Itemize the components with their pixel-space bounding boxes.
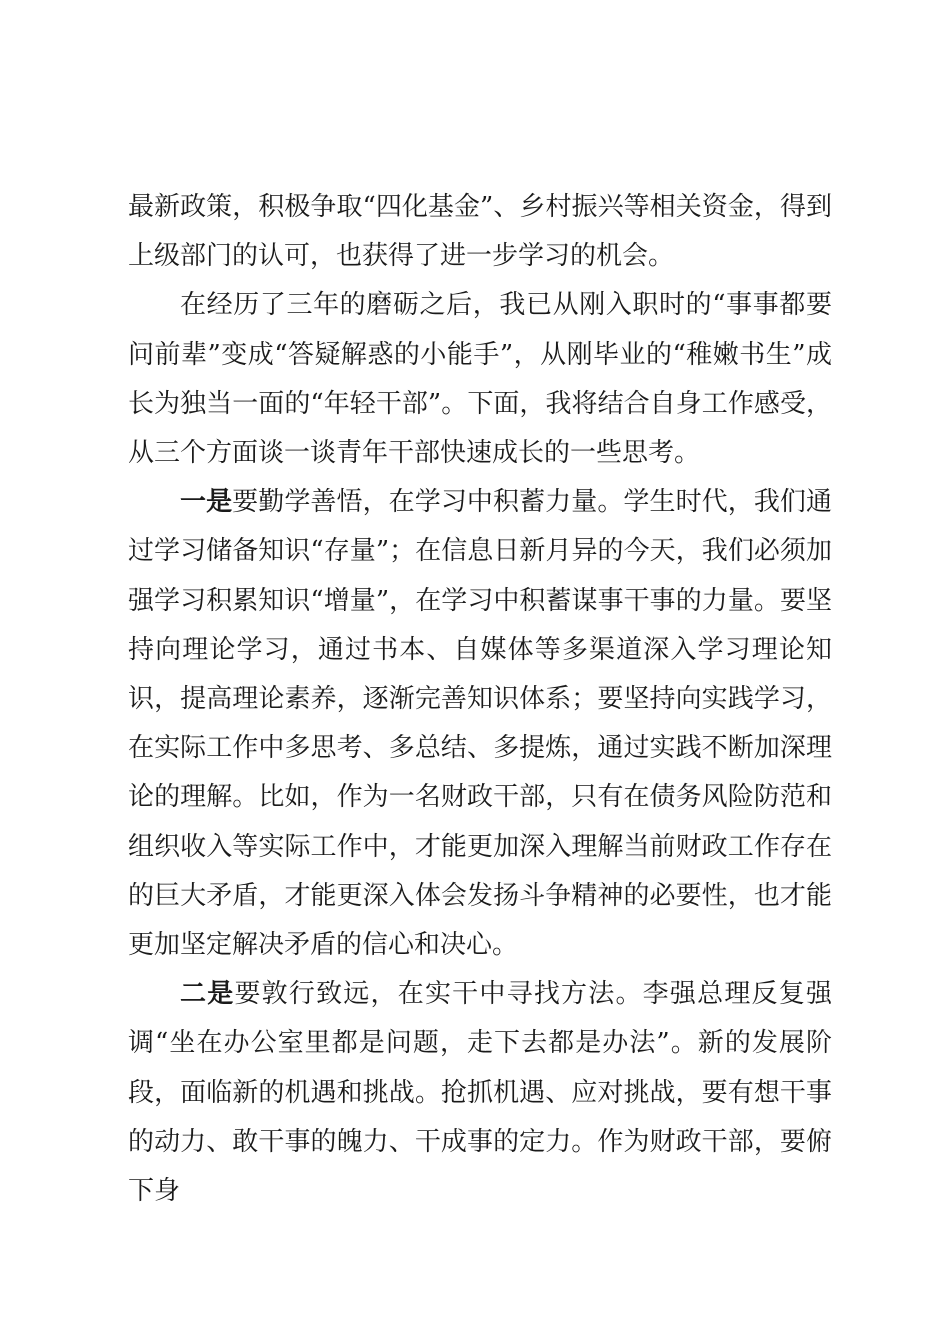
paragraph-point-two (128, 970, 832, 1216)
paragraph-point-one (128, 478, 832, 970)
paragraph-text: 最新政策，积极争取“四化基金”、乡村振兴等相关资金，得到上级部门的认可，也获得了进一步学习的机会。 (128, 192, 832, 272)
paragraph-continuation (128, 183, 832, 281)
paragraph-lead: 二是 (180, 979, 235, 1010)
paragraph-text: 在经历了三年的磨砺之后，我已从刚入职时的“事事都要问前辈”变成“答疑解惑的小能手”，从刚毕业的“稚嫩书生”成长为独当一面的“年轻干部”。下面，我将结合自身工作感受，从三个方面谈一谈青年干部快速成长的一些思考。 (128, 290, 832, 469)
document-body (128, 183, 832, 1216)
paragraph-intro (128, 281, 832, 478)
paragraph-lead: 一是 (180, 487, 233, 518)
paragraph-text: 要勤学善悟，在学习中积蓄力量。学生时代，我们通过学习储备知识“存量”；在信息日新月异的今天，我们必须加强学习积累知识“增量”，在学习中积蓄谋事干事的力量。要坚持向理论学习，通过书本、自媒体等多渠道深入学习理论知识，提高理论素养，逐渐完善知识体系；要坚持向实践学习，在实际工作中多思考、多总结、多提炼，通过实践不断加深理论的理解。比如，作为一名财政干部，只有在债务风险防范和组织收入等实际工作中，才能更加深入理解当前财政工作存在的巨大矛盾，才能更深入体会发扬斗争精神的必要性，也才能更加坚定解决矛盾的信心和决心。 (128, 487, 832, 961)
paragraph-text: 要敦行致远，在实干中寻找方法。李强总理反复强调“坐在办公室里都是问题，走下去都是办法”。新的发展阶段，面临新的机遇和挑战。抢抓机遇、应对挑战，要有想干事的动力、敢干事的魄力、干成事的定力。作为财政干部，要俯下身 (128, 979, 832, 1207)
